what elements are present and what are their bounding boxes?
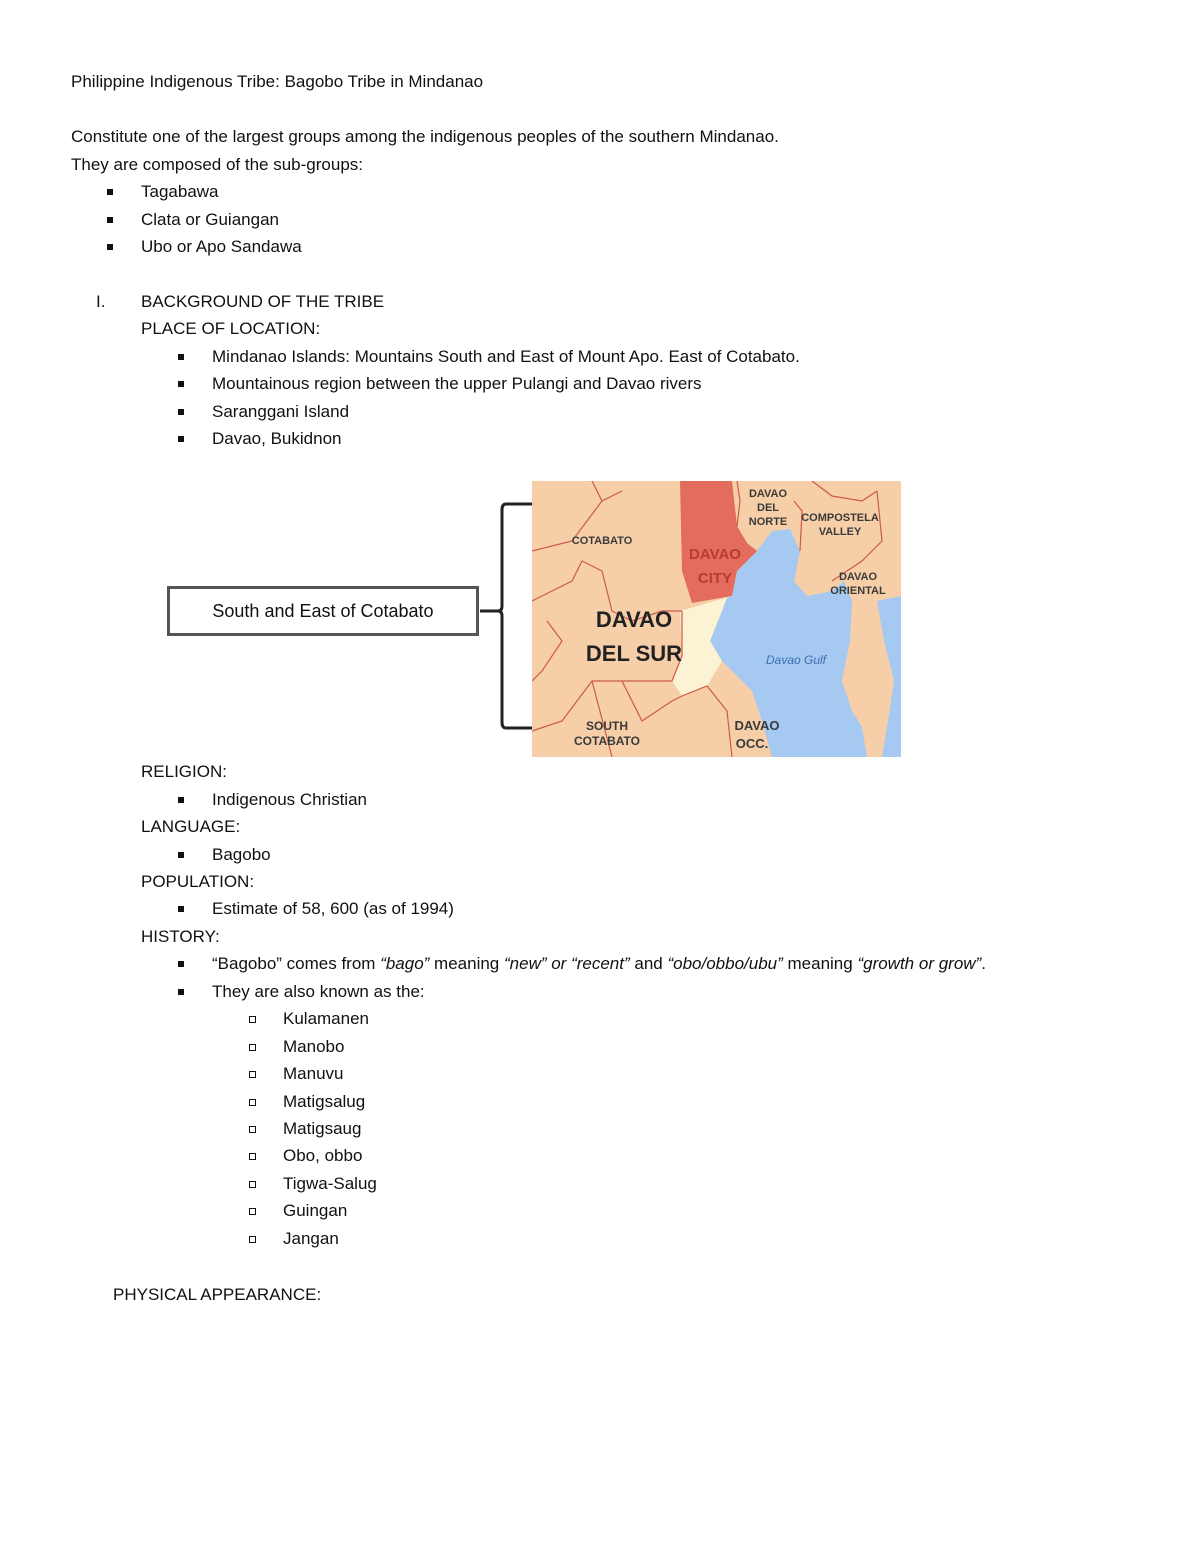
hollow-bullet-icon <box>249 1181 256 1188</box>
etymology-part: “growth or grow” <box>857 954 982 973</box>
hollow-bullet-icon <box>249 1236 256 1243</box>
population-item: Estimate of 58, 600 (as of 1994) <box>212 899 454 918</box>
language-label: LANGUAGE: <box>141 817 241 836</box>
etymology-part: “bago” <box>380 954 430 973</box>
intro-line-1: Constitute one of the largest groups among the indigenous peoples of the southern Mindanao. <box>71 127 779 146</box>
subgroup-item: Ubo or Apo Sandawa <box>141 237 302 256</box>
place-item: Saranggani Island <box>212 402 350 421</box>
map-label: CITY <box>697 570 733 587</box>
physical-appearance-heading: PHYSICAL APPEARANCE: <box>113 1285 322 1304</box>
document-title: Philippine Indigenous Tribe: Bagobo Tribe in Mindanao <box>71 72 484 91</box>
hollow-bullet-icon <box>249 1044 256 1051</box>
hollow-bullet-icon <box>249 1126 256 1133</box>
known-as-item: Obo, obbo <box>283 1146 363 1165</box>
hollow-bullet-icon <box>249 1153 256 1160</box>
place-item: Mindanao Islands: Mountains South and East of Mount Apo. East of Cotabato. <box>212 347 800 366</box>
map-label: DAVAO <box>748 488 788 500</box>
known-as-item: Matigsaug <box>283 1119 362 1138</box>
known-as-item: Tigwa-Salug <box>283 1174 377 1193</box>
map-label: NORTE <box>748 516 788 528</box>
history-label: HISTORY: <box>141 927 220 946</box>
known-as-item: Matigsalug <box>283 1092 366 1111</box>
map-label: DEL SUR <box>585 641 683 666</box>
subgroup-item: Tagabawa <box>141 182 219 201</box>
language-item: Bagobo <box>212 845 271 864</box>
bracket-icon <box>476 500 536 732</box>
known-as-label: They are also known as the: <box>212 982 425 1001</box>
population-label: POPULATION: <box>141 872 255 891</box>
bullet-icon <box>178 989 184 995</box>
map-label: ORIENTAL <box>830 585 886 597</box>
bullet-icon <box>178 381 184 387</box>
known-as-item: Kulamanen <box>283 1009 370 1028</box>
hollow-bullet-icon <box>249 1016 256 1023</box>
history-etymology <box>212 953 986 975</box>
place-label: PLACE OF LOCATION: <box>141 319 321 338</box>
map-label: COTABATO <box>574 734 640 748</box>
map-label: DAVAO <box>734 718 780 733</box>
bullet-icon <box>178 797 184 803</box>
callout-text: South and East of Cotabato <box>212 600 434 621</box>
etymology-part: “obo/obbo/ubu” <box>667 954 783 973</box>
map-label: DAVAO <box>689 546 741 563</box>
etymology-part: . <box>981 954 986 973</box>
subgroup-item: Clata or Guiangan <box>141 210 279 229</box>
section-numeral: I. <box>96 292 106 311</box>
known-as-item: Manobo <box>283 1037 345 1056</box>
map-label: DAVAO <box>838 571 878 583</box>
hollow-bullet-icon <box>249 1071 256 1078</box>
intro-line-2: They are composed of the sub-groups: <box>71 155 363 174</box>
map-label: Davao Gulf <box>765 653 827 667</box>
section-heading: BACKGROUND OF THE TRIBE <box>141 292 385 311</box>
etymology-part: “Bagobo” comes from <box>212 954 381 973</box>
hollow-bullet-icon <box>249 1099 256 1106</box>
etymology-part: and <box>629 954 668 973</box>
map-label: SOUTH <box>586 719 628 733</box>
map-label: DAVAO <box>595 607 673 632</box>
religion-label: RELIGION: <box>141 762 227 781</box>
place-item: Davao, Bukidnon <box>212 429 342 448</box>
place-item: Mountainous region between the upper Pulangi and Davao rivers <box>212 374 702 393</box>
bullet-icon <box>178 852 184 858</box>
known-as-item: Guingan <box>283 1201 348 1220</box>
hollow-bullet-icon <box>249 1208 256 1215</box>
bullet-icon <box>107 217 113 223</box>
map-label: COMPOSTELA <box>801 512 879 524</box>
map-label: COTABATO <box>571 535 633 547</box>
davao-region-map <box>532 481 901 757</box>
religion-item: Indigenous Christian <box>212 790 367 809</box>
bullet-icon <box>178 961 184 967</box>
etymology-part: meaning <box>782 954 858 973</box>
bullet-icon <box>178 409 184 415</box>
bullet-icon <box>107 244 113 250</box>
etymology-part: “new” or “recent” <box>504 954 630 973</box>
known-as-item: Jangan <box>283 1229 339 1248</box>
bullet-icon <box>178 436 184 442</box>
callout-box <box>167 586 479 636</box>
map-label: DEL <box>757 502 779 514</box>
known-as-item: Manuvu <box>283 1064 344 1083</box>
bullet-icon <box>178 906 184 912</box>
bullet-icon <box>107 189 113 195</box>
map-label: VALLEY <box>818 526 862 538</box>
map-label: OCC. <box>735 736 769 751</box>
etymology-part: meaning <box>429 954 504 973</box>
bullet-icon <box>178 354 184 360</box>
